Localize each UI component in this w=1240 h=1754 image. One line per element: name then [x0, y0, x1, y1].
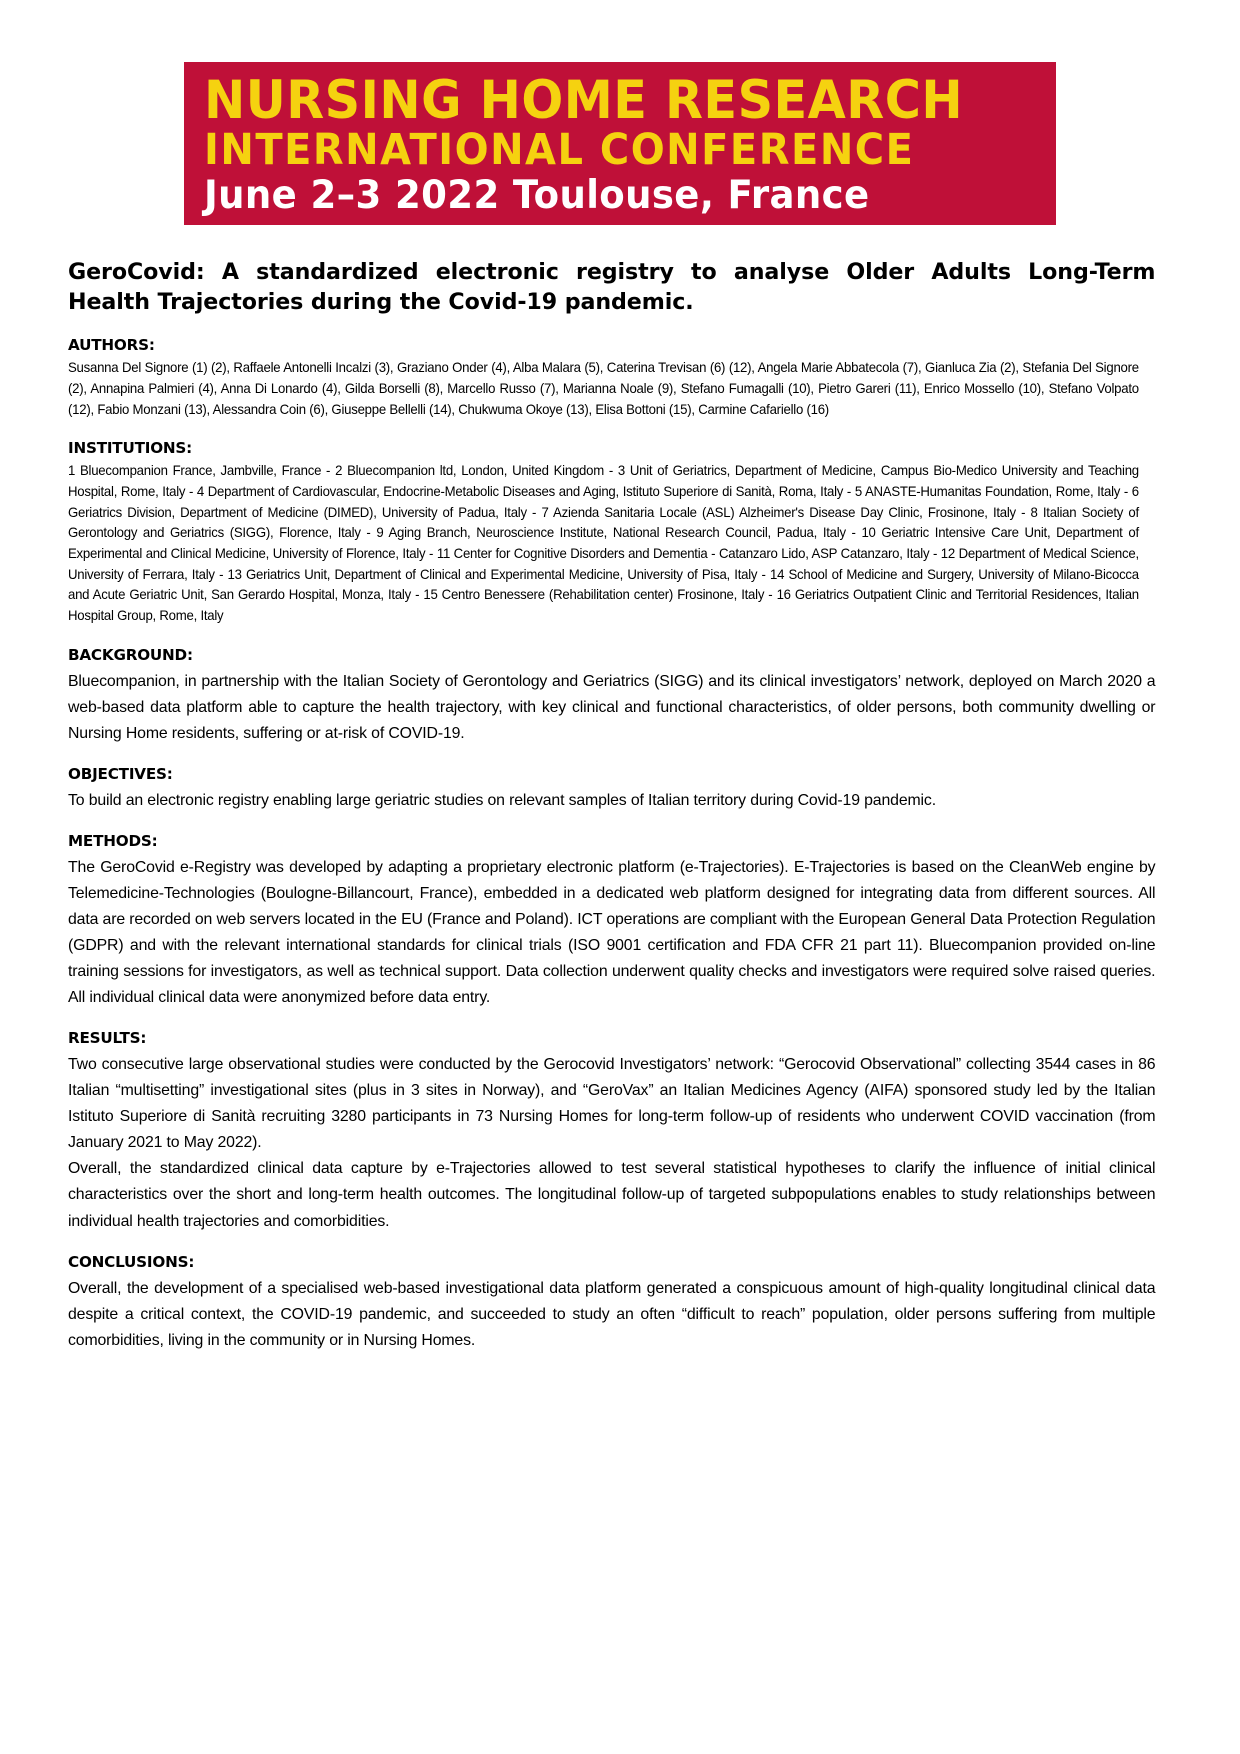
section-heading-background: BACKGROUND:: [68, 645, 193, 664]
conference-banner: [184, 62, 1056, 225]
page-title: GeroCovid: A standardized electronic registry to analyse Older Adults Long-Term Health Trajectories during the Covid-19 pandemic.: [68, 259, 1156, 316]
section-heading-methods: METHODS:: [68, 831, 158, 850]
objectives-text: To build an electronic registry enabling large geriatric studies on relevant samples of Italian territory during Covid-19 pandemic.: [68, 790, 936, 809]
background-text: Bluecompanion, in partnership with the Italian Society of Gerontology and Geriatrics (SIGG) and its clinical investigators’ network, deployed on March 2020 a web-based data platform able to capture the health trajectory, with key clinical and functional characteristics, of older persons, both community dwelling or Nursing Home residents, suffering or at-risk of COVID-19.: [68, 671, 1156, 742]
abstract-content: [0, 257, 1240, 1353]
section-heading-institutions: INSTITUTIONS:: [68, 439, 193, 458]
authors-list: Susanna Del Signore (1) (2), Raffaele Antonelli Incalzi (3), Graziano Onder (4), Alba Malara (5), Caterina Trevisan (6) (12), Angela Marie Abbatecola (7), Gianluca Zia (2), Stefania Del Signore (2), Annapina Palmieri (4), Anna Di Lonardo (4), Gilda Borselli (8), Marcello Russo (7), Marianna Noale (9), Stefano Fumagalli (10), Pietro Gareri (11), Enrico Mossello (10), Stefano Volpato (12), Fabio Monzani (13), Alessandra Coin (6), Giuseppe Bellelli (14), Chukwuma Okoye (13), Elisa Bottoni (15), Carmine Cafariello (16): [68, 360, 1139, 417]
section-heading-objectives: OBJECTIVES:: [68, 764, 173, 783]
section-heading-conclusions: CONCLUSIONS:: [68, 1252, 195, 1271]
results-paragraph-1: Two consecutive large observational studies were conducted by the Gerocovid Investigators’ network: “Gerocovid Observational” collecting 3544 cases in 86 Italian “multisetting” investigational sites (plus in 3 sites in Norway), and “GeroVax” an Italian Medicines Agency (AIFA) sponsored study led by the Italian Istituto Superiore di Sanità recruiting 3280 participants in 73 Nursing Homes for long-term follow-up of residents who underwent COVID vaccination (from January 2021 to May 2022).: [68, 1055, 1156, 1152]
section-heading-results: RESULTS:: [68, 1029, 147, 1048]
banner-title-line-2: INTERNATIONAL CONFERENCE: [204, 125, 915, 175]
conference-banner-wrapper: [0, 0, 1240, 225]
banner-title-line-1: NURSING HOME RESEARCH: [204, 70, 964, 131]
results-paragraph-2: Overall, the standardized clinical data capture by e-Trajectories allowed to test several statistical hypotheses to clarify the influence of initial clinical characteristics over the short and long-term health outcomes. The longitudinal follow-up of targeted subpopulations enables to study relationships between individual health trajectories and comorbidities.: [68, 1159, 1156, 1230]
banner-date-location: June 2–3 2022 Toulouse, France: [204, 173, 870, 218]
conclusions-text: Overall, the development of a specialised web-based investigational data platform generated a conspicuous amount of high-quality longitudinal clinical data despite a critical context, the COVID-19 pandemic, and succeeded to study an often “difficult to reach” population, older persons suffering from multiple comorbidities, living in the community or in Nursing Homes.: [68, 1278, 1156, 1349]
methods-text: The GeroCovid e-Registry was developed by adapting a proprietary electronic platform (e-Trajectories). E-Trajectories is based on the CleanWeb engine by Telemedicine-Technologies (Boulogne-Billancourt, France), embedded in a dedicated web platform designed for integrating data from different sources. All data are recorded on web servers located in the EU (France and Poland). ICT operations are compliant with the European General Data Protection Regulation (GDPR) and with the relevant international standards for clinical trials (ISO 9001 certification and FDA CFR 21 part 11). Bluecompanion provided on-line training sessions for investigators, as well as technical support. Data collection underwent quality checks and investigators were required solve raised queries. All individual clinical data were anonymized before data entry.: [68, 857, 1156, 1007]
institutions-list: 1 Bluecompanion France, Jambville, France - 2 Bluecompanion ltd, London, United Kingdom - 3 Unit of Geriatrics, Department of Medicine, Campus Bio-Medico University and Teaching Hospital, Rome, Italy - 4 Department of Cardiovascular, Endocrine-Metabolic Diseases and Aging, Istituto Superiore di Sanità, Roma, Italy - 5 ANASTE-Humanitas Foundation, Rome, Italy - 6 Geriatrics Division, Department of Medicine (DIMED), University of Padua, Italy - 7 Azienda Sanitaria Locale (ASL) Alzheimer's Disease Day Clinic, Frosinone, Italy - 8 Italian Society of Gerontology and Geriatrics (SIGG), Florence, Italy - 9 Aging Branch, Neuroscience Institute, National Research Council, Padua, Italy - 10 Geriatric Intensive Care Unit, Department of Experimental and Clinical Medicine, University of Florence, Italy - 11 Center for Cognitive Disorders and Dementia - Catanzaro Lido, ASP Catanzaro, Italy - 12 Department of Medical Science, University of Ferrara, Italy - 13 Geriatrics Unit, Department of Clinical and Experimental Medicine, University of Pisa, Italy - 14 School of Medicine and Surgery, University of Milano-Bicocca and Acute Geriatric Unit, San Gerardo Hospital, Monza, Italy - 15 Centro Benessere (Rehabilitation center) Frosinone, Italy - 16 Geriatrics Outpatient Clinic and Territorial Residences, Italian Hospital Group, Rome, Italy: [68, 463, 1139, 623]
section-heading-authors: AUTHORS:: [68, 336, 155, 355]
